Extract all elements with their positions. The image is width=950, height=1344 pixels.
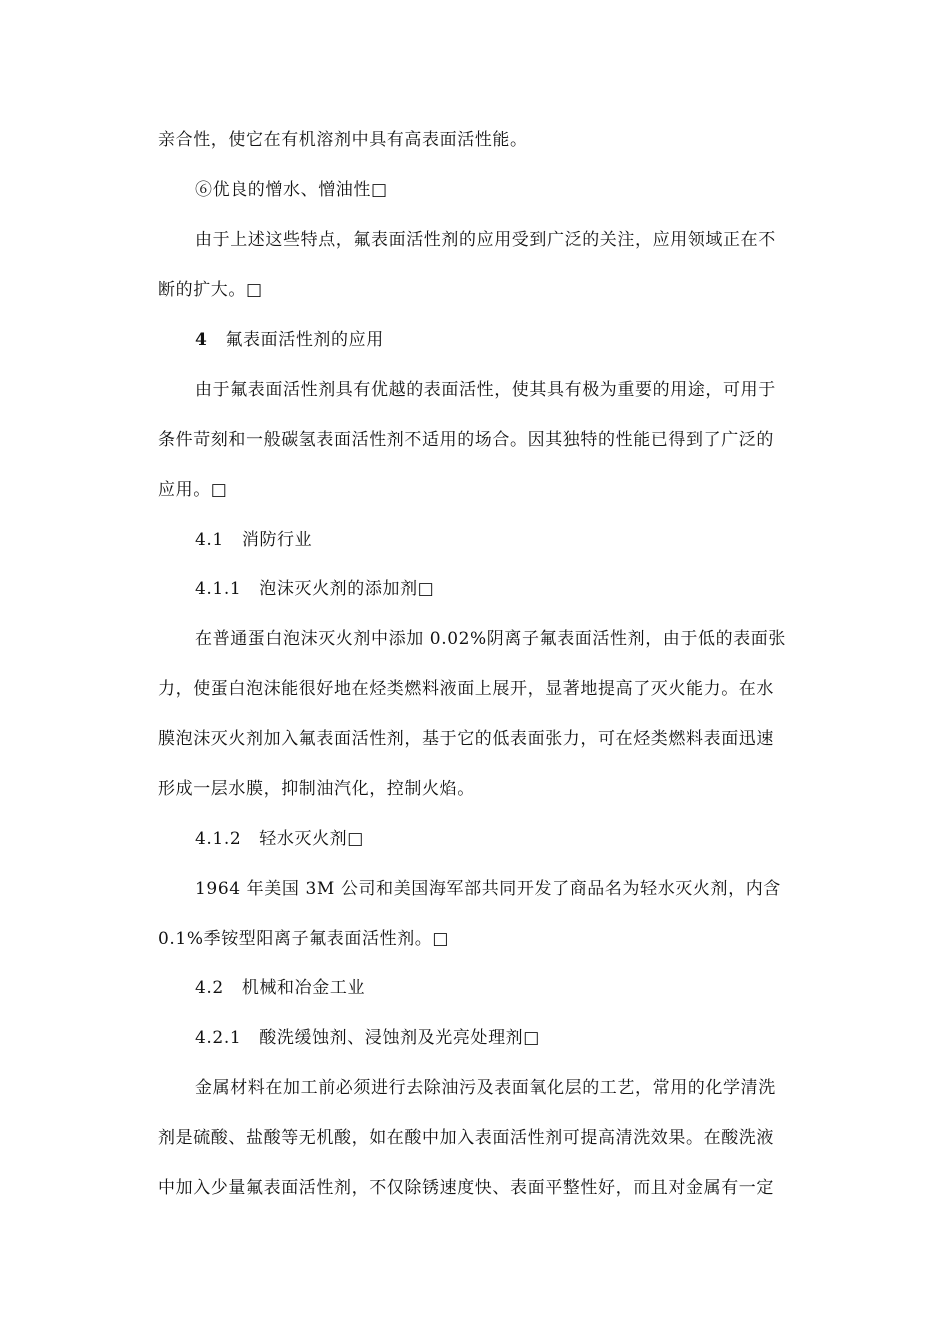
paragraph-line: 在普通蛋白泡沫灭火剂中添加 0.02%阴离子氟表面活性剂，由于低的表面张 [195, 629, 787, 649]
section-title: 消防行业 [241, 530, 313, 550]
paragraph-line: 亲合性，使它在有机溶剂中具有高表面活性能。 [158, 130, 528, 150]
paragraph-line: 中加入少量氟表面活性剂，不仅除锈速度快、表面平整性好，而且对金属有一定 [158, 1178, 774, 1198]
paragraph-line: 断的扩大。□ [158, 280, 263, 300]
section-title: 氟表面活性剂的应用 [225, 330, 384, 350]
paragraph-line: 应用。□ [158, 480, 228, 500]
section-title: 机械和冶金工业 [241, 978, 366, 998]
list-item: ⑥优良的憎水、憎油性□ [195, 180, 388, 200]
paragraph-line: 金属材料在加工前必须进行去除油污及表面氧化层的工艺，常用的化学清洗 [195, 1078, 776, 1098]
section-title: 泡沫灭火剂的添加剂□ [259, 579, 435, 599]
subsection-heading [195, 529, 835, 551]
paragraph-line: 由于上述这些特点，氟表面活性剂的应用受到广泛的关注，应用领域正在不 [195, 230, 776, 250]
section-number: 4.1.2 [195, 829, 242, 849]
section-number: 4.1 [195, 530, 224, 550]
paragraph-line: 膜泡沫灭火剂加入氟表面活性剂，基于它的低表面张力，可在烃类燃料表面迅速 [158, 729, 774, 749]
paragraph-line: 0.1%季铵型阳离子氟表面活性剂。□ [158, 929, 450, 949]
subsection-heading [195, 977, 835, 999]
paragraph-line: 条件苛刻和一般碳氢表面活性剂不适用的场合。因其独特的性能已得到了广泛的 [158, 430, 774, 450]
section-title: 酸洗缓蚀剂、浸蚀剂及光亮处理剂□ [259, 1028, 540, 1048]
subsubsection-heading [195, 578, 835, 600]
section-number: 4.2.1 [195, 1028, 242, 1048]
paragraph-line: 形成一层水膜，抑制油汽化，控制火焰。 [158, 779, 475, 799]
paragraph-line: 1964 年美国 3M 公司和美国海军部共同开发了商品名为轻水灭火剂，内含 [195, 879, 781, 899]
section-title: 轻水灭火剂□ [259, 829, 364, 849]
subsubsection-heading [195, 1027, 835, 1049]
section-heading [195, 329, 835, 351]
section-number: 4.2 [195, 978, 224, 998]
subsubsection-heading [195, 828, 835, 850]
paragraph-line: 剂是硫酸、盐酸等无机酸，如在酸中加入表面活性剂可提高清洗效果。在酸洗液 [158, 1128, 774, 1148]
section-number: 4.1.1 [195, 579, 242, 599]
paragraph-line: 力，使蛋白泡沫能很好地在烃类燃料液面上展开，显著地提高了灭火能力。在水 [158, 679, 774, 699]
section-number: 4 [195, 330, 208, 350]
paragraph-line: 由于氟表面活性剂具有优越的表面活性，使其具有极为重要的用途，可用于 [195, 380, 776, 400]
